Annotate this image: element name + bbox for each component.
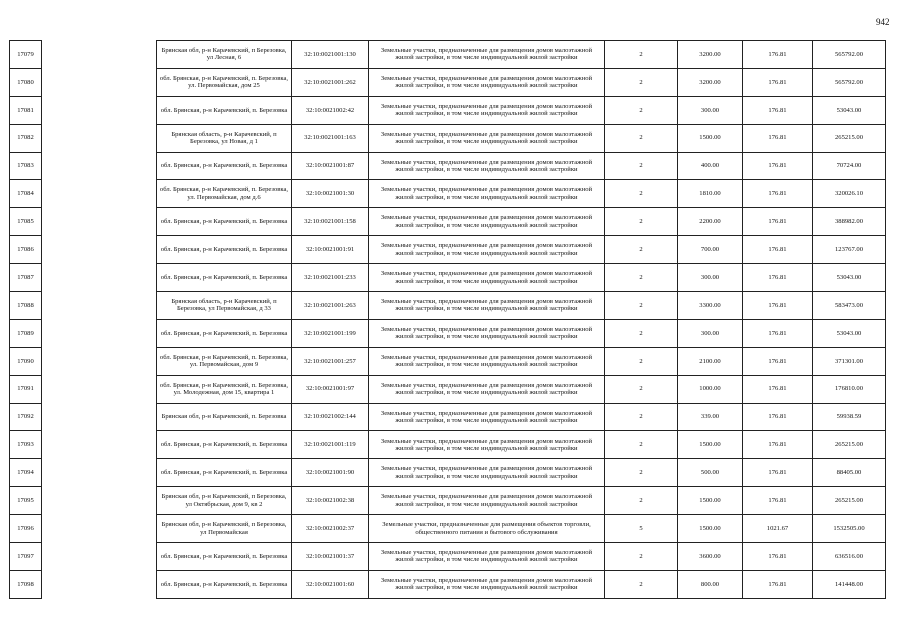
land-use-cell: Земельные участки, предназначенные для размещения домов малоэтажной жилой застройки, в том числе индивидуальной жилой застройки: [369, 487, 605, 515]
cadastral-value-cell: 583473.00: [813, 292, 886, 320]
row-number-cell: 17094: [10, 459, 42, 487]
cadastral-value-cell: 53043.00: [813, 319, 886, 347]
cadastral-value-cell: 265215.00: [813, 124, 886, 152]
cadastral-number-cell: 32:10:0021001:91: [292, 236, 369, 264]
cadastral-value-cell: 141448.00: [813, 570, 886, 598]
address-cell: Брянская обл, р-н Карачевский, п Березовка, ул Первомайская: [157, 515, 292, 543]
land-use-cell: Земельные участки, предназначенные для размещения домов малоэтажной жилой застройки, в том числе индивидуальной жилой застройки: [369, 68, 605, 96]
blank-column-cell: [42, 180, 157, 208]
specific-value-cell: 176.81: [743, 208, 813, 236]
area-cell: 800.00: [678, 570, 743, 598]
land-use-cell: Земельные участки, предназначенные для размещения домов малоэтажной жилой застройки, в том числе индивидуальной жилой застройки: [369, 208, 605, 236]
area-cell: 3200.00: [678, 68, 743, 96]
use-group-cell: 2: [605, 570, 678, 598]
blank-column-cell: [42, 264, 157, 292]
table-row: [10, 208, 886, 236]
cadastral-value-cell: 123767.00: [813, 236, 886, 264]
row-number-cell: 17090: [10, 347, 42, 375]
specific-value-cell: 176.81: [743, 347, 813, 375]
blank-column-cell: [42, 236, 157, 264]
address-cell: обл. Брянская, р-н Карачевский, п. Березовка, ул. Первомайская, дом д.6: [157, 180, 292, 208]
blank-column-cell: [42, 319, 157, 347]
cadastral-number-cell: 32:10:0021001:60: [292, 570, 369, 598]
address-cell: обл. Брянская, р-н Карачевский, п. Березовка, ул. Первомайская, дом 9: [157, 347, 292, 375]
blank-column-cell: [42, 347, 157, 375]
table-row: [10, 236, 886, 264]
specific-value-cell: 176.81: [743, 570, 813, 598]
row-number-cell: 17085: [10, 208, 42, 236]
land-use-cell: Земельные участки, предназначенные для размещения домов малоэтажной жилой застройки, в том числе индивидуальной жилой застройки: [369, 375, 605, 403]
cadastral-number-cell: 32:10:0021001:130: [292, 41, 369, 69]
use-group-cell: 2: [605, 41, 678, 69]
address-cell: обл. Брянская, р-н Карачевский, п. Березовка: [157, 459, 292, 487]
row-number-cell: 17082: [10, 124, 42, 152]
address-cell: Брянская обл, р-н Карачевский, п. Березовка: [157, 403, 292, 431]
area-cell: 300.00: [678, 319, 743, 347]
row-number-cell: 17086: [10, 236, 42, 264]
address-cell: обл. Брянская, р-н Карачевский, п. Березовка: [157, 96, 292, 124]
specific-value-cell: 176.81: [743, 41, 813, 69]
use-group-cell: 2: [605, 124, 678, 152]
address-cell: обл. Брянская, р-н Карачевский, п. Березовка: [157, 152, 292, 180]
cadastral-value-cell: 53043.00: [813, 264, 886, 292]
table-row: [10, 319, 886, 347]
row-number-cell: 17097: [10, 543, 42, 571]
row-number-cell: 17080: [10, 68, 42, 96]
blank-column-cell: [42, 515, 157, 543]
cadastral-number-cell: 32:10:0021002:42: [292, 96, 369, 124]
land-use-cell: Земельные участки, предназначенные для размещения домов малоэтажной жилой застройки, в том числе индивидуальной жилой застройки: [369, 236, 605, 264]
cadastral-value-cell: 265215.00: [813, 431, 886, 459]
blank-column-cell: [42, 96, 157, 124]
specific-value-cell: 176.81: [743, 459, 813, 487]
cadastral-number-cell: 32:10:0021001:158: [292, 208, 369, 236]
table-row: [10, 459, 886, 487]
table-row: [10, 431, 886, 459]
area-cell: 3300.00: [678, 292, 743, 320]
land-use-cell: Земельные участки, предназначенные для размещения домов малоэтажной жилой застройки, в том числе индивидуальной жилой застройки: [369, 264, 605, 292]
area-cell: 700.00: [678, 236, 743, 264]
blank-column-cell: [42, 68, 157, 96]
row-number-cell: 17098: [10, 570, 42, 598]
address-cell: обл. Брянская, р-н Карачевский, п. Березовка: [157, 236, 292, 264]
row-number-cell: 17083: [10, 152, 42, 180]
use-group-cell: 2: [605, 319, 678, 347]
blank-column-cell: [42, 570, 157, 598]
table-body: [10, 41, 886, 599]
blank-column-cell: [42, 124, 157, 152]
table-row: [10, 375, 886, 403]
cadastral-value-cell: 636516.00: [813, 543, 886, 571]
address-cell: обл. Брянская, р-н Карачевский, п. Березовка: [157, 208, 292, 236]
land-use-cell: Земельные участки, предназначенные для размещения домов малоэтажной жилой застройки, в том числе индивидуальной жилой застройки: [369, 180, 605, 208]
cadastral-number-cell: 32:10:0021001:233: [292, 264, 369, 292]
row-number-cell: 17093: [10, 431, 42, 459]
address-cell: Брянская область, р-н Карачевский, п Березовка, ул Новая, д 1: [157, 124, 292, 152]
specific-value-cell: 176.81: [743, 431, 813, 459]
area-cell: 3600.00: [678, 543, 743, 571]
blank-column-cell: [42, 487, 157, 515]
land-use-cell: Земельные участки, предназначенные для размещения домов малоэтажной жилой застройки, в том числе индивидуальной жилой застройки: [369, 292, 605, 320]
area-cell: 2100.00: [678, 347, 743, 375]
cadastral-value-cell: 176810.00: [813, 375, 886, 403]
table-row: [10, 487, 886, 515]
specific-value-cell: 176.81: [743, 124, 813, 152]
row-number-cell: 17081: [10, 96, 42, 124]
cadastral-number-cell: 32:10:0021001:30: [292, 180, 369, 208]
table-row: [10, 347, 886, 375]
use-group-cell: 2: [605, 180, 678, 208]
area-cell: 1500.00: [678, 487, 743, 515]
specific-value-cell: 176.81: [743, 180, 813, 208]
area-cell: 3200.00: [678, 41, 743, 69]
use-group-cell: 2: [605, 347, 678, 375]
page-number: 942: [876, 17, 890, 27]
table-row: [10, 570, 886, 598]
area-cell: 500.00: [678, 459, 743, 487]
blank-column-cell: [42, 459, 157, 487]
row-number-cell: 17095: [10, 487, 42, 515]
area-cell: 300.00: [678, 264, 743, 292]
use-group-cell: 2: [605, 96, 678, 124]
cadastral-value-cell: 388982.00: [813, 208, 886, 236]
row-number-cell: 17092: [10, 403, 42, 431]
cadastral-number-cell: 32:10:0021001:97: [292, 375, 369, 403]
row-number-cell: 17084: [10, 180, 42, 208]
use-group-cell: 2: [605, 208, 678, 236]
table-row: [10, 152, 886, 180]
address-cell: обл. Брянская, р-н Карачевский, п. Березовка, ул. Первомайская, дом 25: [157, 68, 292, 96]
use-group-cell: 2: [605, 264, 678, 292]
cadastral-number-cell: 32:10:0021001:87: [292, 152, 369, 180]
row-number-cell: 17079: [10, 41, 42, 69]
row-number-cell: 17091: [10, 375, 42, 403]
land-use-cell: Земельные участки, предназначенные для размещения домов малоэтажной жилой застройки, в том числе индивидуальной жилой застройки: [369, 152, 605, 180]
table-row: [10, 180, 886, 208]
row-number-cell: 17089: [10, 319, 42, 347]
use-group-cell: 2: [605, 403, 678, 431]
use-group-cell: 2: [605, 487, 678, 515]
table-row: [10, 403, 886, 431]
row-number-cell: 17087: [10, 264, 42, 292]
use-group-cell: 2: [605, 375, 678, 403]
cadastral-number-cell: 32:10:0021001:90: [292, 459, 369, 487]
specific-value-cell: 176.81: [743, 292, 813, 320]
cadastral-value-cell: 88405.00: [813, 459, 886, 487]
use-group-cell: 5: [605, 515, 678, 543]
table-row: [10, 515, 886, 543]
cadastral-value-cell: 371301.00: [813, 347, 886, 375]
use-group-cell: 2: [605, 152, 678, 180]
blank-column-cell: [42, 375, 157, 403]
land-use-cell: Земельные участки, предназначенные для размещения домов малоэтажной жилой застройки, в том числе индивидуальной жилой застройки: [369, 41, 605, 69]
cadastral-number-cell: 32:10:0021001:119: [292, 431, 369, 459]
cadastral-value-cell: 565792.00: [813, 41, 886, 69]
land-use-cell: Земельные участки, предназначенные для размещения домов малоэтажной жилой застройки, в том числе индивидуальной жилой застройки: [369, 431, 605, 459]
address-cell: Брянская обл, р-н Карачевский, п Березовка, ул Октябрьская, дом 9, кв 2: [157, 487, 292, 515]
area-cell: 1500.00: [678, 124, 743, 152]
area-cell: 2200.00: [678, 208, 743, 236]
land-use-cell: Земельные участки, предназначенные для размещения домов малоэтажной жилой застройки, в том числе индивидуальной жилой застройки: [369, 403, 605, 431]
land-use-cell: Земельные участки, предназначенные для размещения объектов торговли, общественного питания и бытового обслуживания: [369, 515, 605, 543]
table-row: [10, 124, 886, 152]
area-cell: 1810.00: [678, 180, 743, 208]
specific-value-cell: 176.81: [743, 375, 813, 403]
use-group-cell: 2: [605, 459, 678, 487]
table-row: [10, 264, 886, 292]
cadastral-value-cell: 320026.10: [813, 180, 886, 208]
address-cell: обл. Брянская, р-н Карачевский, п. Березовка: [157, 264, 292, 292]
table-row: [10, 543, 886, 571]
specific-value-cell: 176.81: [743, 96, 813, 124]
address-cell: обл. Брянская, р-н Карачевский, п. Березовка: [157, 319, 292, 347]
blank-column-cell: [42, 543, 157, 571]
specific-value-cell: 176.81: [743, 543, 813, 571]
cadastral-value-cell: 1532505.00: [813, 515, 886, 543]
cadastral-value-table: [9, 40, 886, 599]
table-row: [10, 41, 886, 69]
cadastral-number-cell: 32:10:0021001:163: [292, 124, 369, 152]
address-cell: Брянская обл, р-н Карачевский, п Березовка, ул Лесная, 6: [157, 41, 292, 69]
area-cell: 1500.00: [678, 515, 743, 543]
cadastral-number-cell: 32:10:0021001:199: [292, 319, 369, 347]
blank-column-cell: [42, 152, 157, 180]
area-cell: 400.00: [678, 152, 743, 180]
cadastral-value-cell: 53043.00: [813, 96, 886, 124]
use-group-cell: 2: [605, 431, 678, 459]
cadastral-value-cell: 265215.00: [813, 487, 886, 515]
cadastral-value-cell: 565792.00: [813, 68, 886, 96]
cadastral-number-cell: 32:10:0021002:144: [292, 403, 369, 431]
blank-column-cell: [42, 431, 157, 459]
land-use-cell: Земельные участки, предназначенные для размещения домов малоэтажной жилой застройки, в том числе индивидуальной жилой застройки: [369, 319, 605, 347]
address-cell: обл. Брянская, р-н Карачевский, п. Березовка: [157, 543, 292, 571]
cadastral-number-cell: 32:10:0021002:38: [292, 487, 369, 515]
cadastral-value-cell: 70724.00: [813, 152, 886, 180]
land-use-cell: Земельные участки, предназначенные для размещения домов малоэтажной жилой застройки, в том числе индивидуальной жилой застройки: [369, 96, 605, 124]
specific-value-cell: 176.81: [743, 68, 813, 96]
use-group-cell: 2: [605, 543, 678, 571]
land-use-cell: Земельные участки, предназначенные для размещения домов малоэтажной жилой застройки, в том числе индивидуальной жилой застройки: [369, 124, 605, 152]
land-use-cell: Земельные участки, предназначенные для размещения домов малоэтажной жилой застройки, в том числе индивидуальной жилой застройки: [369, 543, 605, 571]
area-cell: 339.00: [678, 403, 743, 431]
cadastral-number-cell: 32:10:0021001:37: [292, 543, 369, 571]
cadastral-number-cell: 32:10:0021002:37: [292, 515, 369, 543]
row-number-cell: 17088: [10, 292, 42, 320]
blank-column-cell: [42, 403, 157, 431]
specific-value-cell: 176.81: [743, 264, 813, 292]
table-row: [10, 96, 886, 124]
row-number-cell: 17096: [10, 515, 42, 543]
table-row: [10, 68, 886, 96]
area-cell: 300.00: [678, 96, 743, 124]
blank-column-cell: [42, 208, 157, 236]
land-use-cell: Земельные участки, предназначенные для размещения домов малоэтажной жилой застройки, в том числе индивидуальной жилой застройки: [369, 570, 605, 598]
land-use-cell: Земельные участки, предназначенные для размещения домов малоэтажной жилой застройки, в том числе индивидуальной жилой застройки: [369, 347, 605, 375]
blank-column-cell: [42, 41, 157, 69]
address-cell: Брянская область, р-н Карачевский, п Березовка, ул Первомайская, д 33: [157, 292, 292, 320]
area-cell: 1500.00: [678, 431, 743, 459]
specific-value-cell: 176.81: [743, 236, 813, 264]
cadastral-number-cell: 32:10:0021001:262: [292, 68, 369, 96]
table-row: [10, 292, 886, 320]
use-group-cell: 2: [605, 292, 678, 320]
address-cell: обл. Брянская, р-н Карачевский, п. Березовка, ул. Молодежная, дом 15, квартира 1: [157, 375, 292, 403]
cadastral-number-cell: 32:10:0021001:257: [292, 347, 369, 375]
land-use-cell: Земельные участки, предназначенные для размещения домов малоэтажной жилой застройки, в том числе индивидуальной жилой застройки: [369, 459, 605, 487]
address-cell: обл. Брянская, р-н Карачевский, п. Березовка: [157, 570, 292, 598]
cadastral-number-cell: 32:10:0021001:263: [292, 292, 369, 320]
cadastral-value-cell: 59938.59: [813, 403, 886, 431]
area-cell: 1000.00: [678, 375, 743, 403]
use-group-cell: 2: [605, 236, 678, 264]
address-cell: обл. Брянская, р-н Карачевский, п. Березовка: [157, 431, 292, 459]
specific-value-cell: 176.81: [743, 487, 813, 515]
specific-value-cell: 176.81: [743, 319, 813, 347]
use-group-cell: 2: [605, 68, 678, 96]
specific-value-cell: 176.81: [743, 403, 813, 431]
specific-value-cell: 176.81: [743, 152, 813, 180]
blank-column-cell: [42, 292, 157, 320]
specific-value-cell: 1021.67: [743, 515, 813, 543]
